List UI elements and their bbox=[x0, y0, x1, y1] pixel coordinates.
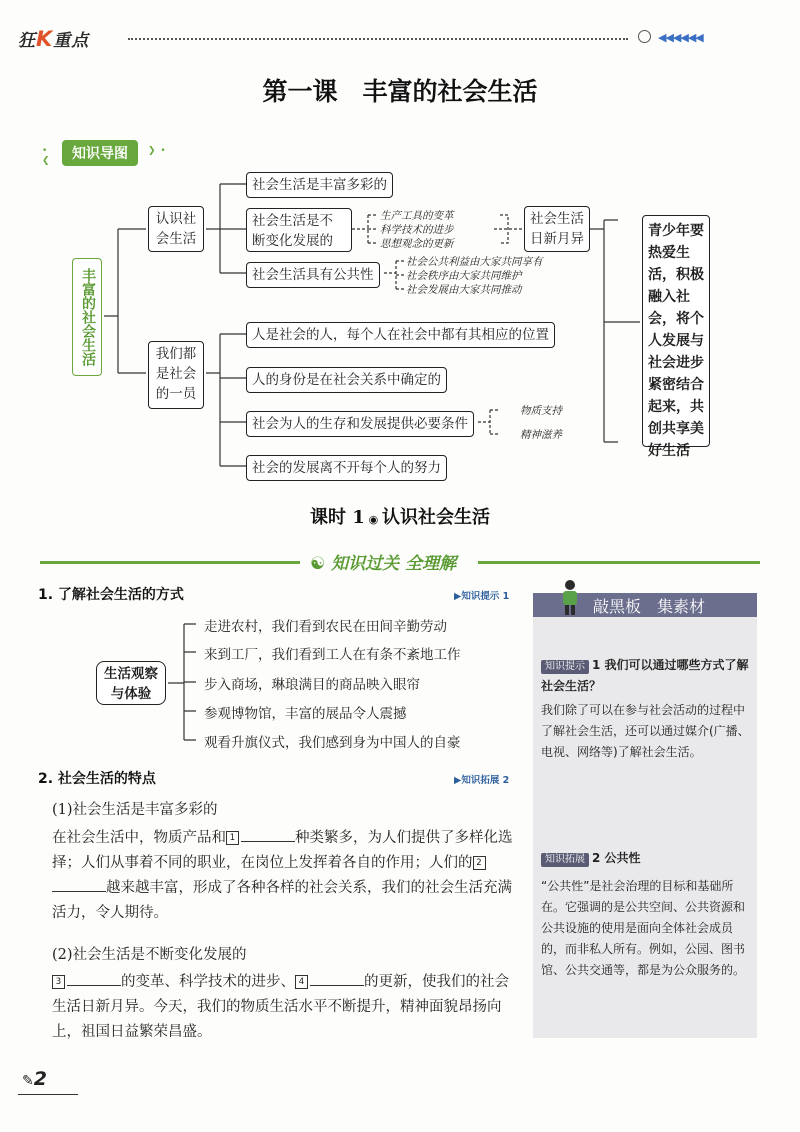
mind-map-tag: 知识导图 bbox=[62, 140, 138, 166]
section-banner: ☯ 知识过关 全理解 bbox=[302, 549, 464, 574]
arrow-decoration-icon: ◀◀◀◀◀◀ bbox=[658, 31, 703, 44]
fill-blank-2[interactable] bbox=[52, 877, 106, 892]
section1-center: 生活观察与体验 bbox=[96, 661, 166, 705]
banner-line-left bbox=[40, 561, 300, 564]
branch2-item: 社会的发展离不开每个人的努力 bbox=[246, 455, 447, 481]
branch1-item: 社会生活是不断变化发展的 bbox=[246, 208, 352, 252]
branch1-item: 社会生活是丰富多彩的 bbox=[246, 172, 393, 198]
lesson-title: 第一课 丰富的社会生活 bbox=[262, 77, 538, 106]
footer-line bbox=[18, 1094, 78, 1095]
change-note: 思想观念的更新 bbox=[380, 238, 454, 250]
public-note: 社会公共利益由大家共同享有 bbox=[406, 256, 543, 268]
lesson-subtitle: 课时 1 ◉ 认识社会生活 bbox=[309, 507, 491, 528]
observation-item: 来到工厂，我们看到工人在有条不紊地工作 bbox=[204, 647, 461, 663]
branch1-label: 认识社会生活 bbox=[148, 206, 204, 252]
teacher-icon bbox=[559, 579, 581, 615]
support-note: 精神滋养 bbox=[520, 429, 562, 441]
page-number: ✎2 bbox=[22, 1068, 47, 1090]
fill-blank-3[interactable] bbox=[67, 971, 121, 986]
sidebar-tip2: 知识拓展 2 公共性 bbox=[541, 848, 751, 869]
branch2-label: 我们都是社会的一员 bbox=[148, 341, 204, 409]
sidebar-header: 敲黑板 集素材 bbox=[533, 593, 757, 617]
change-note: 科学技术的进步 bbox=[380, 224, 454, 236]
branch1-item: 社会生活具有公共性 bbox=[246, 262, 380, 288]
point2-title: (2)社会生活是不断变化发展的 bbox=[52, 947, 247, 963]
change-note: 生产工具的变革 bbox=[380, 210, 454, 222]
point1-title: (1)社会生活是丰富多彩的 bbox=[52, 802, 218, 818]
fill-blank-4[interactable] bbox=[310, 971, 364, 986]
mind-map-root: 丰富的社会生活 bbox=[72, 258, 102, 376]
dot-decoration-icon: • ❮ bbox=[42, 146, 51, 166]
observation-item: 走进农村，我们看到农民在田间辛勤劳动 bbox=[204, 619, 447, 635]
fill-blank-1[interactable] bbox=[241, 827, 295, 842]
support-note: 物质支持 bbox=[520, 405, 562, 417]
dot-decoration-icon: ❯ • bbox=[148, 146, 167, 156]
branch2-item: 社会为人的生存和发展提供必要条件 bbox=[246, 411, 474, 437]
public-note: 社会发展由大家共同推动 bbox=[406, 284, 522, 296]
point2-body: 3 的变革、科学技术的进步、 4 的更新，使我们的社会生活日新月异。今天，我们的物质生活水平不断提升，精神面貌昂扬向上，祖国日益繁荣昌盛。 bbox=[52, 970, 522, 1045]
conclusion-box: 青少年要热爱生活，积极融入社会，将个人发展与社会进步紧密结合起来，共创共享美好生活 bbox=[642, 215, 710, 447]
section1-title: 1. 了解社会生活的方式 bbox=[38, 587, 184, 603]
section2-title: 2. 社会生活的特点 bbox=[38, 771, 156, 787]
banner-line-right bbox=[478, 561, 760, 564]
brand-mark-icon: ✎ bbox=[22, 1073, 34, 1089]
observation-item: 步入商场，琳琅满目的商品映入眼帘 bbox=[204, 677, 420, 693]
observation-item: 参观博物馆，丰富的展品令人震撼 bbox=[204, 706, 407, 722]
swirl-icon: ☯ bbox=[310, 554, 332, 574]
sidebar-tip1-body: 我们除了可以在参与社会活动的过程中了解社会生活，还可以通过媒介(广播、电视、网络等)了解社会生活。 bbox=[541, 703, 750, 759]
sidebar-tip2-body: “公共性”是社会治理的目标和基础所在。它强调的是公共空间、公共资源和公共设施的使用是面向全体社会成员的，而非私人所有。例如，公园、图书馆、公共交通等，都是为公众服务的。 bbox=[541, 879, 746, 977]
branch2-item: 人的身份是在社会关系中确定的 bbox=[246, 367, 447, 393]
section2-hint: ▶知识拓展 2 bbox=[454, 775, 510, 786]
brand-logo: 狂K重点 bbox=[18, 27, 90, 51]
branch2-item: 人是社会的人，每个人在社会中都有其相应的位置 bbox=[246, 322, 555, 348]
section1-hint: ▶知识提示 1 bbox=[454, 591, 510, 602]
sidebar-tip1: 知识提示 1 我们可以通过哪些方式了解社会生活？ bbox=[541, 658, 749, 693]
observation-item: 观看升旗仪式，我们感到身为中国人的自豪 bbox=[204, 735, 461, 751]
point1-body: 在社会生活中，物质产品和 1 种类繁多，为人们提供了多样化选择；人们从事着不同的职业，在岗位上发挥着各自的作用；人们的 2越来越丰富，形成了各种各样的社会关系，我们的社会生活充满活力，令人期待。 bbox=[52, 826, 522, 926]
public-note: 社会秩序由大家共同维护 bbox=[406, 270, 522, 282]
change-result: 社会生活日新月异 bbox=[524, 206, 590, 252]
